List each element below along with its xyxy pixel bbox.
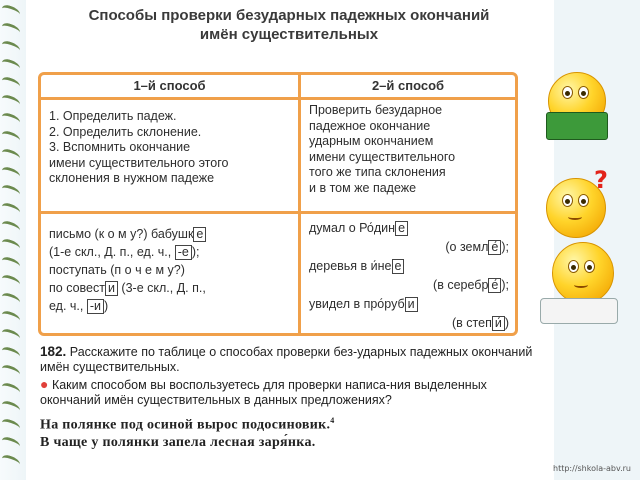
notebook-spiral [0,0,26,480]
sentence-1: На полянке под осиной вырос подосиновик.$^4$ [40,416,335,433]
bullet-icon: ● [40,376,49,392]
example2-line-3: деревья в и́не е [309,257,509,276]
method-line-1: Проверить безударное [309,103,443,117]
example1-line-3: поступать (п о ч е м у?) [49,263,185,277]
ending-box: -и [87,299,104,314]
smiley-reading-book-icon [546,72,608,146]
step-2: 2. Определить склонение. [49,124,202,139]
row-divider [41,211,515,214]
method-line-4: имени существительного [309,149,456,164]
example2-line-1: думал о Ро́дин е [309,219,509,238]
col1-example [49,225,295,315]
method-line-3: ударным окончанием [309,134,434,148]
col2-method [309,103,515,196]
ending-box: -е [175,245,192,260]
title-line-2: имён существительных [199,26,379,43]
col1-steps [49,109,295,187]
exercise-182 [40,344,548,451]
example1-line-5: ед. ч., -и ) [49,299,109,313]
step-3-cont2: склонения в нужном падеже [49,171,215,185]
question-mark-icon: ? [594,166,608,194]
example1-line-2: (1-е скл., Д. п., ед. ч., -е ); [49,245,200,259]
step-1: 1. Определить падеж. [49,109,177,123]
col1-header: 1–й способ [133,78,206,93]
example2-line-5: увидел в про́руб и [309,295,509,314]
example2-line-2: (о земл е́ ); [445,240,509,254]
example2-line-4: (в серебр е́ ); [433,278,509,292]
col2-header: 2–й способ [371,78,445,93]
ending-box: е́ [488,240,501,255]
column-divider [298,75,301,333]
example1-line-4: по совест и (3-е скл., Д. п., [49,281,206,295]
sentence-2: В чаще у полянки запела лесная заря́нка. [40,434,316,450]
page-title [34,6,544,44]
source-watermark: http://shkola-abv.ru [553,464,631,473]
example2-line-6: (в степ и́ ) [452,316,509,330]
step-3: 3. Вспомнить окончание [49,140,191,154]
method-line-5: того же типа склонения [309,165,446,179]
ending-box: и́ [492,316,505,331]
ending-box: е [392,259,405,274]
title-line-1: Способы проверки безударных падежных окончаний [88,7,490,24]
method-line-6: и в том же падеже [309,180,417,195]
header-divider [41,97,515,100]
exercise-task: 182. Расскажите по таблице о способах проверки без-ударных падежных окончаний имён существительных. [40,344,533,374]
ending-box: и [105,281,118,296]
step-3-cont: имени существительного этого [49,155,229,170]
exercise-question: ● Каким способом вы воспользуетесь для проверки написа-ния выделенных окончаний имён существительных в данных предложениях? [40,376,487,407]
smiley-thinking-icon [540,242,620,328]
ending-box: е [193,227,206,242]
ending-box: и [405,297,418,312]
methods-table [38,72,518,336]
col2-example [309,219,509,333]
smiley-question-icon [546,166,612,238]
ending-box: е́ [488,278,501,293]
ending-box: е [395,221,408,236]
exercise-number: 182. [40,344,67,359]
method-line-2: падежное окончание [309,118,431,133]
example1-line-1: письмо (к о м у?) бабушк е [49,225,295,243]
